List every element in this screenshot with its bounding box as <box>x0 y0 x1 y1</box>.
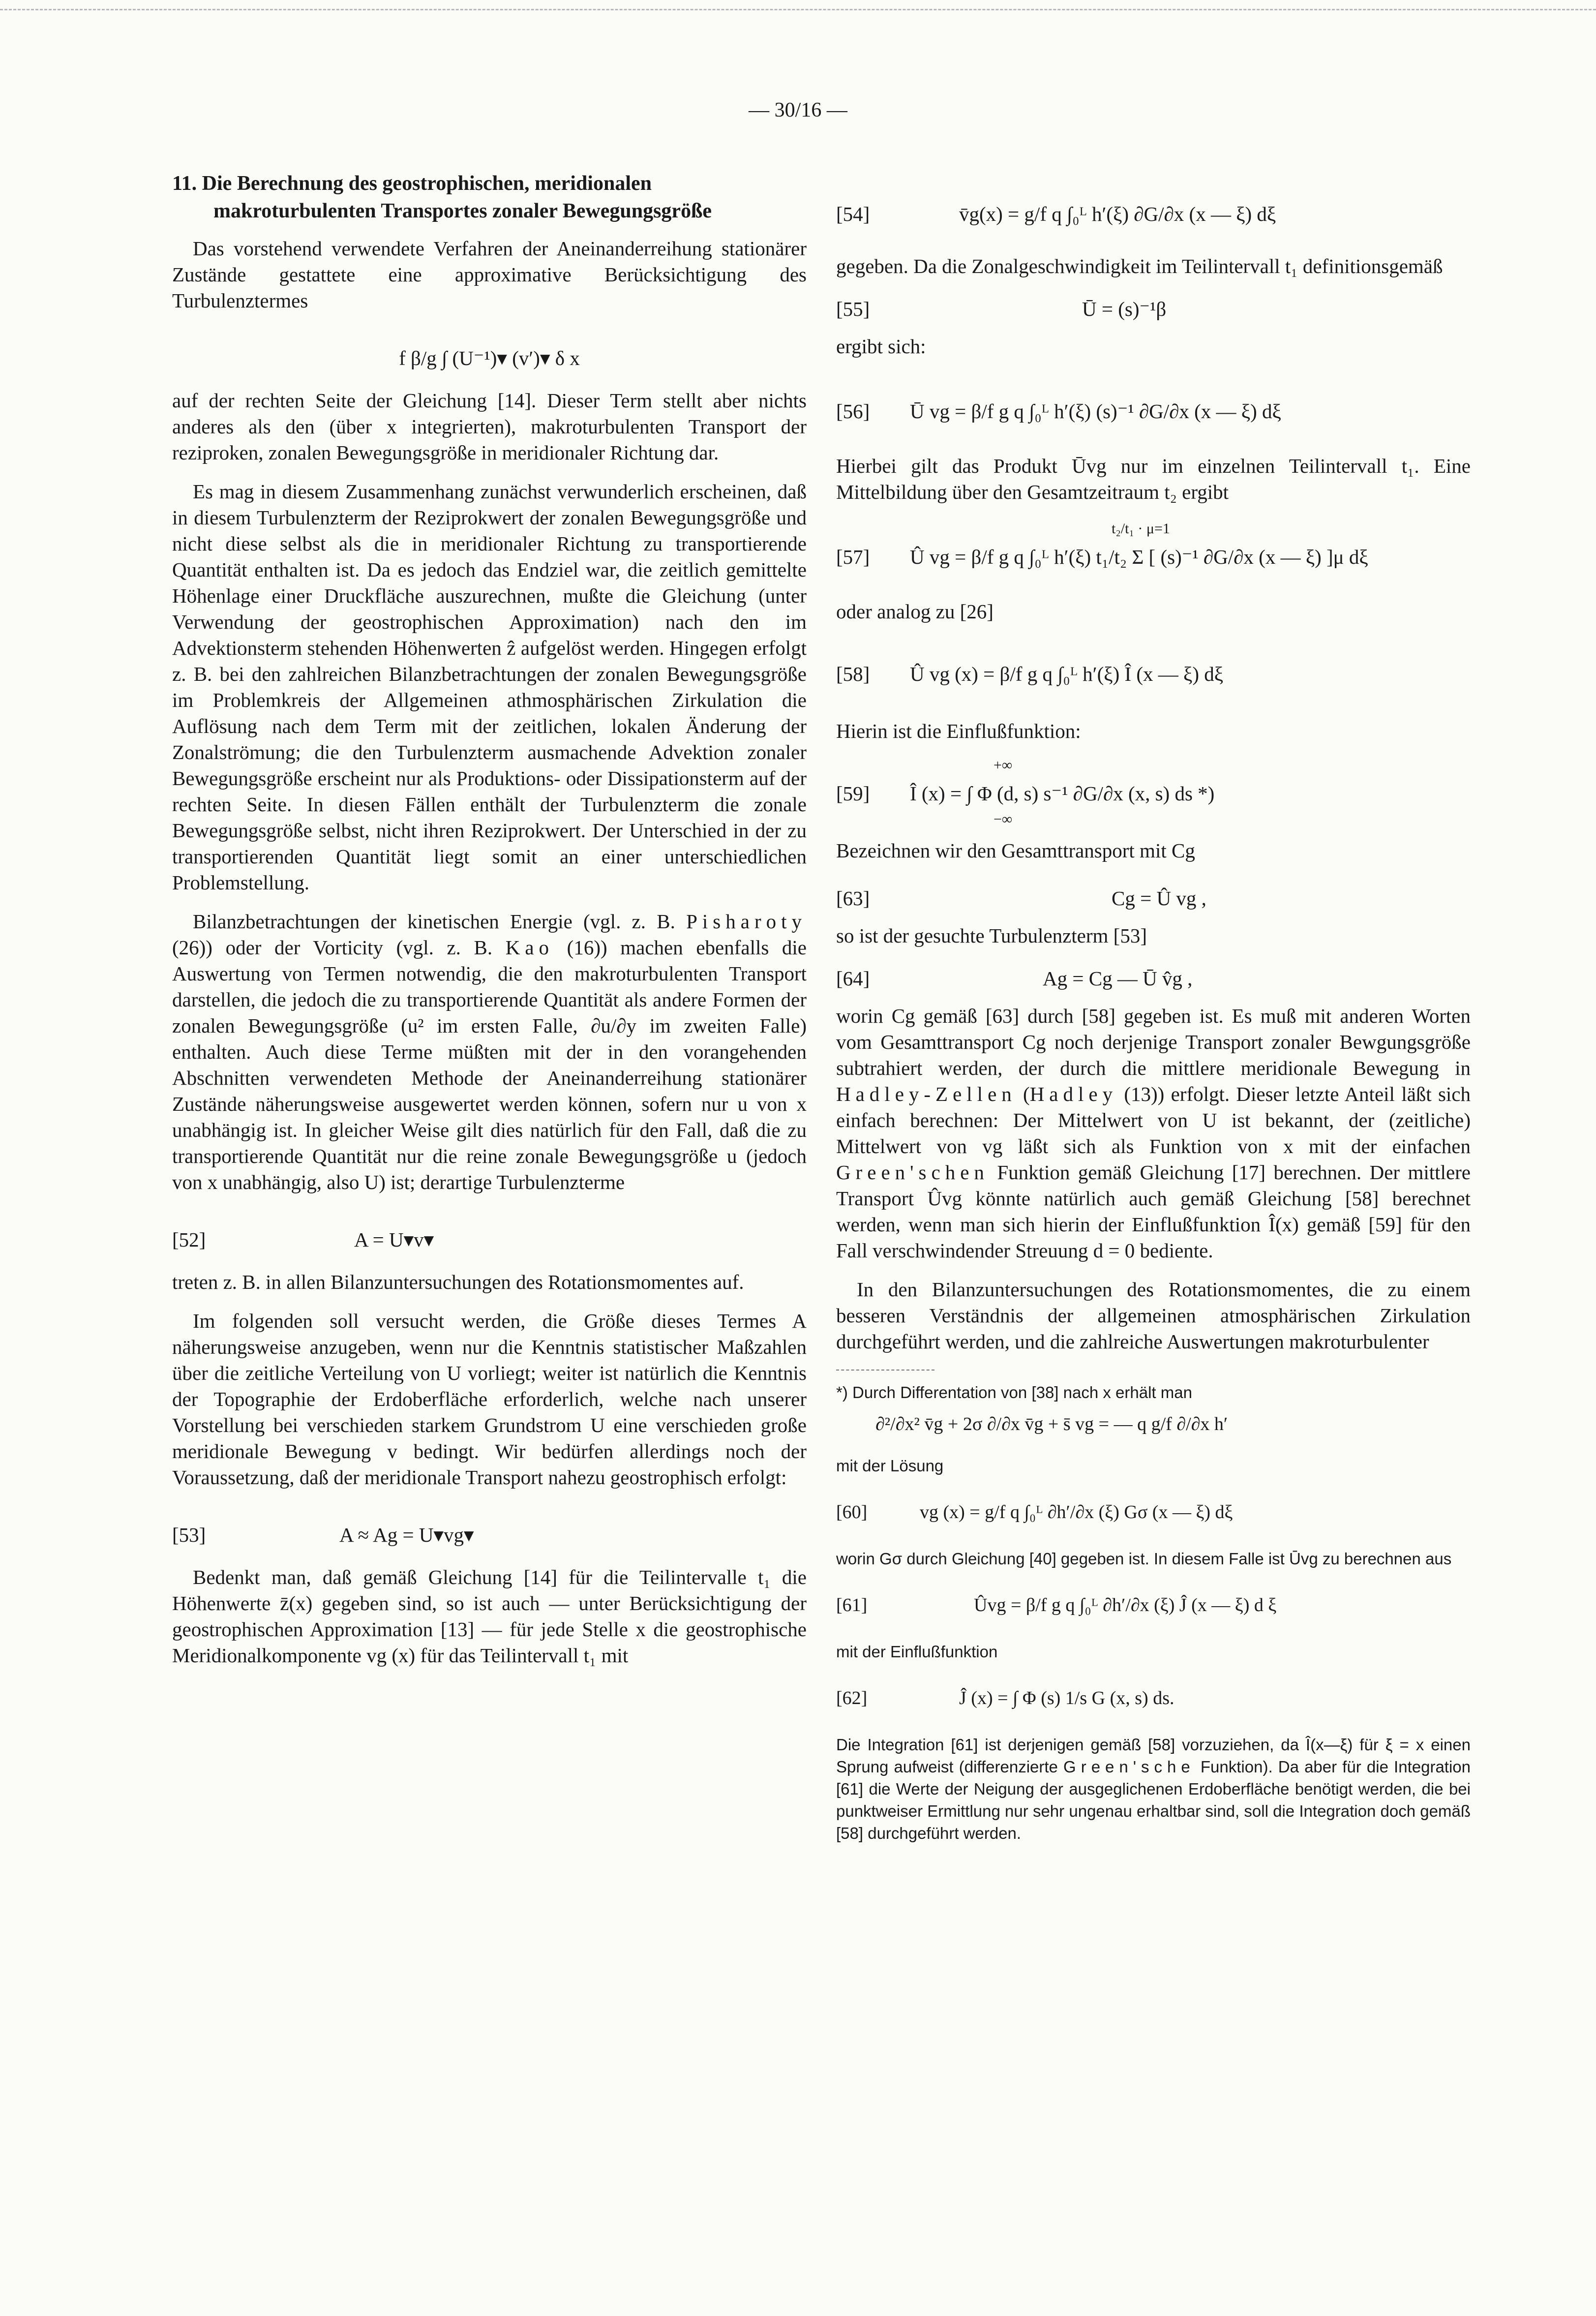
paragraph: Hierin ist die Einflußfunktion: <box>836 720 1081 742</box>
footnote-text: worin Gσ durch Gleichung [40] gegeben ist. In diesem Falle ist Ūvg zu berechnen aus <box>836 1550 1452 1568</box>
text: Funktion). Da aber für die Integration [61] die Werte der Neigung der ausgeglichenen Erdoberfläche benötigt werden, die bei punktweiser Ermittlung nur sehr ungenau erhaltbar sind, soll die Integration doch gemäß [58] durchgeführt werden. <box>836 1758 1471 1842</box>
paragraph: gegeben. Da die Zonalgeschwindigkeit im Teilintervall t₁ definitionsgemäß <box>836 255 1443 277</box>
equation-number: [54] <box>836 203 870 225</box>
equation-turbulence-term <box>172 327 807 381</box>
paragraph <box>836 1003 1471 1264</box>
equation-body: ∂²/∂x² v̄g + 2σ ∂/∂x v̄g + s̄ vg = — q g/f ∂/∂x h′ <box>875 1414 1228 1434</box>
equation-56 <box>836 372 1471 446</box>
author-name: Kao <box>505 936 554 959</box>
text: (26)) oder der Vorticity (vgl. z. B. <box>172 936 506 959</box>
footnote-text <box>836 1734 1471 1844</box>
equation-body: Ûvg = β/f g q ∫₀ᴸ ∂h′/∂x (ξ) Ĵ (x — ξ) d ξ <box>974 1595 1277 1615</box>
left-column <box>172 170 807 1681</box>
paragraph: Bedenkt man, daß gemäß Gleichung [14] für die Teilintervalle t₁ die Höhenwerte z̄(x) gegeben sind, so ist auch — unter Berücksichtigung der geostrophischen Approximation [13] — für jede Stelle x die geostrophische Meridionalkomponente vg (x) für das Teilintervall t₁ mit <box>172 1566 807 1667</box>
equation-body: v̄g(x) = g/f q ∫₀ᴸ h′(ξ) ∂G/∂x (x — ξ) dξ <box>959 203 1276 225</box>
text: (13)) erfolgt. Dieser letzte Anteil läßt sich einfach berechnen: Der Mittelwert von U ist bekannt, der (zeitliche) Mittelwert von vg läßt sich als Funktion von x mit der einfachen <box>836 1083 1471 1158</box>
equation-number: [62] <box>836 1688 868 1708</box>
equation-number: [57] <box>836 546 870 568</box>
paragraph: oder analog zu [26] <box>836 600 994 623</box>
author-name: Green'schen <box>836 1161 989 1184</box>
footnote-text: mit der Einflußfunktion <box>836 1643 998 1661</box>
equation-number: [64] <box>836 967 870 990</box>
equation-number: [58] <box>836 663 870 685</box>
paragraph: treten z. B. in allen Bilanzuntersuchungen des Rotationsmomentes auf. <box>172 1271 744 1293</box>
equation-body: f β/g ∫ (U⁻¹)▾ (v′)▾ δ x <box>399 347 580 369</box>
footnote-equation <box>836 1408 1471 1448</box>
paragraph: In den Bilanzuntersuchungen des Rotationsmomentes, die zu einem besseren Verständnis der allgemeinen atmosphärischen Zirkulation durchgeführt werden, und die zahlreiche Auswertungen makroturbulenter <box>836 1278 1471 1353</box>
equation-body: Ū = (s)⁻¹β <box>1082 298 1167 320</box>
right-column <box>836 170 1471 1849</box>
paragraph: Im folgenden soll versucht werden, die Größe dieses Termes A näherungsweise anzugeben, wenn nur die Kenntnis statistischer Maßzahlen über die zeitliche Verteilung von U vorliegt; weiter ist natürlich die Kenntnis der Topographie der Erdoberfläche erforderlich, welche nach unserer Vorstellung bei verschieden starkem Grundstrom U eine verschieden große meridionale Bewegung v bedingt. Wir bedürfen allerdings noch der Voraussetzung, daß der meridionale Transport nahezu geostrophisch erfolgt: <box>172 1310 807 1489</box>
integral-lower-limit: −∞ <box>994 811 1013 827</box>
equation-body: Û vg (x) = β/f g q ∫₀ᴸ h′(ξ) Î (x — ξ) dξ <box>910 663 1224 685</box>
equation-body: Û vg = β/f g q ∫₀ᴸ h′(ξ) t₁/t₂ Σ [ (s)⁻¹ ∂G/∂x (x — ξ) ]μ dξ <box>910 546 1368 568</box>
paragraph: ergibt sich: <box>836 335 926 358</box>
footnote-rule <box>836 1370 934 1371</box>
text: (16)) machen ebenfalls die Auswertung von Termen notwendig, die den makroturbulenten Transport darstellen, die jedoch die zu transportierende Quantität als andere Formen der zonalen Bewegungsgröße (u² im ersten Falle, ∂u/∂y im zweiten Falle) enthalten. Auch diese Terme müßten mit der in den vorangehenden Abschnitten verwendeten Methode der Aneinanderreihung stationärer Zustände näherungsweise ausgewertet werden können, sofern nur u von x unabhängig ist. In gleicher Weise gilt dies natürlich für den Fall, daß die zu transportierende Quantität nur die reine zonale Bewegungsgröße u (jedoch von x unabhängig, also U) ist; derartige Turbulenzterme <box>172 936 807 1193</box>
footnote-text: *) Durch Differentation von [38] nach x erhält man <box>836 1383 1192 1402</box>
equation-body: Ag = Cg — Ū v̂g , <box>1043 967 1193 990</box>
equation-63 <box>836 877 1471 916</box>
equation-64 <box>836 962 1471 996</box>
footnote-text: mit der Lösung <box>836 1457 944 1475</box>
equation-number: [63] <box>836 887 870 910</box>
equation-number: [60] <box>836 1502 868 1523</box>
equation-60 <box>836 1482 1471 1541</box>
paragraph: Das vorstehend verwendete Verfahren der Aneinanderreihung stationärer Zustände gestattete eine approximative Berücksichtigung des Turbulenztermes <box>172 237 807 312</box>
top-scan-rule <box>0 9 1596 10</box>
paragraph <box>172 909 807 1195</box>
equation-body: A ≈ Ag = U▾vg▾ <box>339 1524 474 1546</box>
equation-body: Ū vg = β/f g q ∫₀ᴸ h′(ξ) (s)⁻¹ ∂G/∂x (x — ξ) dξ <box>910 400 1281 423</box>
paragraph: Es mag in diesem Zusammenhang zunächst verwunderlich erscheinen, daß in diesem Turbulenzterm der Reziprokwert der zonalen Bewegungsgröße und nicht diese selbst als die in meridionaler Richtung zu transportierende Quantität enthalten ist. Da es jedoch das Endziel war, die zeitlich gemittelte Höhenlage einer Druckfläche auszurechnen, mußte die Gleichung (unter Verwendung der geostrophischen Approximation) nach den im Advektionsterm stehenden Höhenwerten ẑ aufgelöst werden. Hingegen erfolgt z. B. bei den zahlreichen Bilanzbetrachtungen der zonalen Bewegungsgröße im Problemkreis der Allgemeinen athmosphärischen Zirkulation die Auflösung nach dem Term mit der zeitlichen, lokalen Änderung der Zonalströmung; die den Turbulenzterm ausmachende Advektion zonaler Bewegungsgröße erscheint nur als Produktions- oder Dissipationsterm auf der rechten Seite. In diesen Fällen enthält der Turbulenzterm die zonale Bewegungsgröße selbst, nicht ihren Reziprokwert. Der Unterschied in der zu transportierenden Quantität liegt somit an einer unterschiedlichen Problemstellung. <box>172 480 807 894</box>
equation-number: [53] <box>172 1524 206 1546</box>
author-name: Pisharoty <box>686 910 807 933</box>
paragraph: auf der rechten Seite der Gleichung [14]. Dieser Term stellt aber nichts anderes als den (über x integrierten), makroturbulenten Transport der reziproken, zonalen Bewegungsgröße in meridionaler Richtung dar. <box>172 389 807 464</box>
author-name: Green'sche <box>1063 1758 1195 1776</box>
author-name: Hadley <box>1029 1083 1118 1105</box>
text: Die Integration [61] ist derjenigen gemäß [58] vorzuziehen, da Î(x—ξ) für ξ = x einen Sprung aufweist (differenzierte <box>836 1736 1471 1776</box>
paragraph: Hierbei gilt das Produkt Ūvg nur im einzelnen Teilintervall t₁. Eine Mittelbildung über den Gesamtzeitraum t₂ ergibt <box>836 455 1471 503</box>
equation-58 <box>836 638 1471 711</box>
equation-number: [59] <box>836 782 870 805</box>
equation-body: Î (x) = ∫ Φ (d, s) s⁻¹ ∂G/∂x (x, s) ds *) <box>910 782 1215 805</box>
text: ( <box>1016 1083 1030 1105</box>
paragraph: so ist der gesuchte Turbulenzterm [53] <box>836 924 1147 947</box>
page-number: — 30/16 — <box>749 99 847 122</box>
equation-57 <box>836 518 1471 592</box>
author-name: Hadley-Zellen <box>836 1083 1017 1105</box>
equation-number: [56] <box>836 400 870 423</box>
equation-body: Ĵ (x) = ∫ Φ (s) 1/s G (x, s) ds. <box>959 1688 1174 1708</box>
equation-54 <box>836 173 1471 246</box>
equation-number: [55] <box>836 298 870 320</box>
paragraph: Bezeichnen wir den Gesamttransport mit Cg <box>836 839 1195 862</box>
equation-body: Cg = Û vg , <box>1112 887 1206 910</box>
text: Funktion gemäß Gleichung [17] berechnen. Der mittlere Transport Ûvg könnte natürlich auch gemäß Gleichung [58] berechnet werden, wenn man sich hierin der Einflußfunktion Î(x) gemäß [59] für den Fall verschwindender Streuung d = 0 bediente. <box>836 1161 1471 1262</box>
section-heading: 11. Die Berechnung des geostrophischen, meridionalen makroturbulenten Transportes zonaler Bewegungsgröße <box>172 172 712 222</box>
integral-upper-limit: +∞ <box>994 757 1013 773</box>
equation-52 <box>172 1208 807 1262</box>
sum-limits: t₂/t₁ · μ=1 <box>1112 520 1170 537</box>
equation-body: A = U▾v▾ <box>354 1228 434 1251</box>
equation-59 <box>836 757 1471 831</box>
text: Bilanzbetrachtungen der kinetischen Energie (vgl. z. B. <box>193 910 687 933</box>
equation-55 <box>836 292 1471 327</box>
text: worin Cg gemäß [63] durch [58] gegeben ist. Es muß mit anderen Worten vom Gesamttransport Cg noch derjenige Transport zonaler Bewgungsgröße subtrahiert werden, der durch die mittlere meridionale Bewegung in <box>836 1005 1471 1079</box>
equation-body: vg (x) = g/f q ∫₀ᴸ ∂h′/∂x (ξ) Gσ (x — ξ) dξ <box>920 1502 1233 1523</box>
equation-number: [52] <box>172 1228 206 1251</box>
equation-62 <box>836 1668 1471 1727</box>
equation-61 <box>836 1575 1471 1634</box>
equation-53 <box>172 1503 807 1557</box>
equation-number: [61] <box>836 1595 868 1615</box>
